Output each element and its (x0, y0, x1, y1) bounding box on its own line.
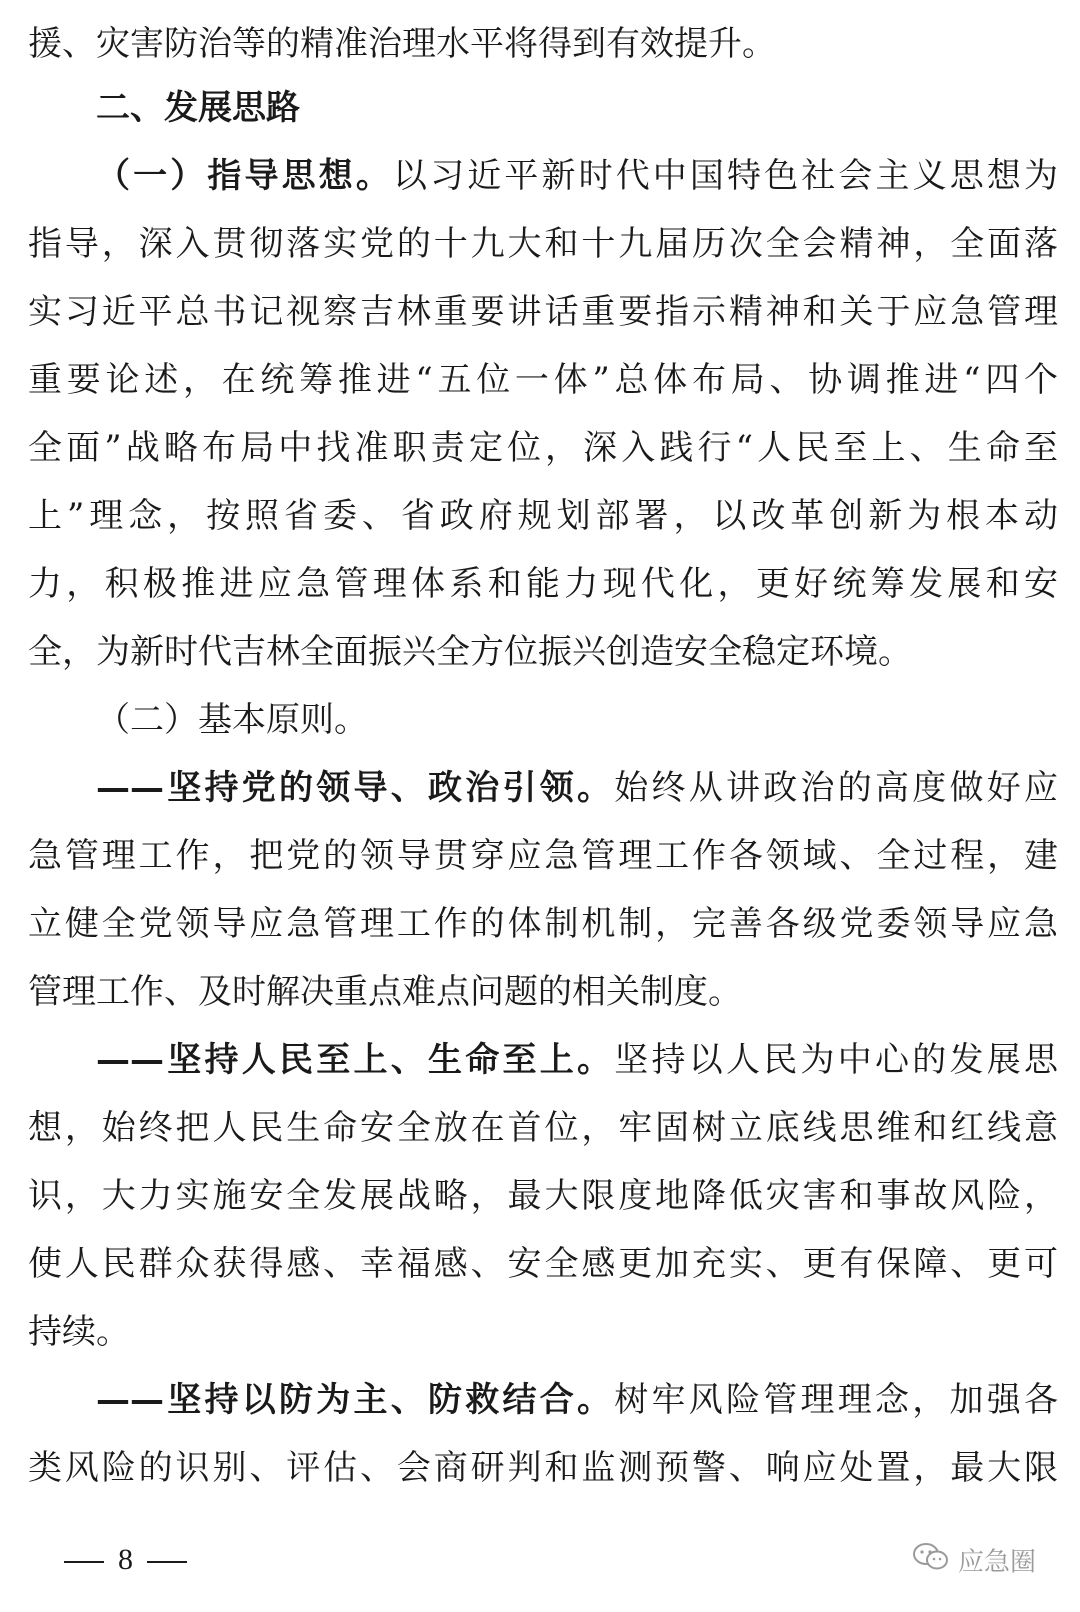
principle-title: ——坚持以防为主、防救结合。 (96, 1380, 615, 1420)
wechat-icon (912, 1542, 950, 1584)
paragraph-line: 全面”战略布局中找准职责定位，深入践行“人民至上、生命至 (28, 428, 1058, 468)
paragraph-line: 重要论述，在统筹推进“五位一体”总体布局、协调推进“四个 (28, 360, 1058, 400)
paragraph-text: 以习近平新时代中国特色社会主义思想为 (392, 156, 1058, 196)
paragraph-line: 类风险的识别、评估、会商研判和监测预警、响应处置，最大限 (28, 1448, 1058, 1488)
paragraph-line: 管理工作、及时解决重点难点问题的相关制度。 (28, 972, 742, 1012)
dash-right (147, 1561, 187, 1563)
paragraph-line (96, 1030, 1058, 1090)
paragraph-line: 使人民群众获得感、幸福感、安全感更加充实、更有保障、更可 (28, 1244, 1058, 1284)
subheading: （二）基本原则。 (96, 700, 368, 740)
principle-title: ——坚持人民至上、生命至上。 (96, 1040, 615, 1080)
principle-title: ——坚持党的领导、政治引领。 (96, 768, 615, 808)
paragraph-line: 全，为新时代吉林全面振兴全方位振兴创造安全稳定环境。 (28, 632, 912, 672)
paragraph-text: 树牢风险管理理念，加强各 (614, 1380, 1058, 1420)
paragraph-line: 指导，深入贯彻落实党的十九大和十九届历次全会精神，全面落 (28, 224, 1058, 264)
paragraph-line: 实习近平总书记视察吉林重要讲话重要指示精神和关于应急管理 (28, 292, 1058, 332)
paragraph-line (96, 758, 1058, 818)
paragraph-line (96, 1370, 1058, 1430)
paragraph-line: 力，积极推进应急管理体系和能力现代化，更好统筹发展和安 (28, 564, 1058, 604)
page-number-text: 8 (118, 1543, 133, 1576)
paragraph-line: 想，始终把人民生命安全放在首位，牢固树立底线思维和红线意 (28, 1108, 1058, 1148)
watermark-text: 应急圈 (957, 1547, 1036, 1578)
subheading-label: （一）指导思想。 (96, 156, 393, 196)
paragraph-line: 上”理念，按照省委、省政府规划部署，以改革创新为根本动 (28, 496, 1058, 536)
paragraph-text: 坚持以人民为中心的发展思 (614, 1040, 1058, 1080)
paragraph-text: 始终从讲政治的高度做好应 (614, 768, 1058, 808)
paragraph-line: 急管理工作，把党的领导贯穿应急管理工作各领域、全过程，建 (28, 836, 1058, 876)
paragraph-line: 立健全党领导应急管理工作的体制机制，完善各级党委领导应急 (28, 904, 1058, 944)
paragraph-line: 援、灾害防治等的精准治理水平将得到有效提升。 (28, 24, 776, 64)
paragraph-line (96, 146, 1058, 206)
watermark (912, 1542, 1036, 1582)
paragraph-line: 持续。 (28, 1312, 130, 1352)
paragraph-line: 识，大力实施安全发展战略，最大限度地降低灾害和事故风险， (28, 1176, 1058, 1216)
page-number (50, 1540, 201, 1580)
dash-left (64, 1561, 104, 1563)
section-heading: 二、发展思路 (96, 88, 300, 128)
